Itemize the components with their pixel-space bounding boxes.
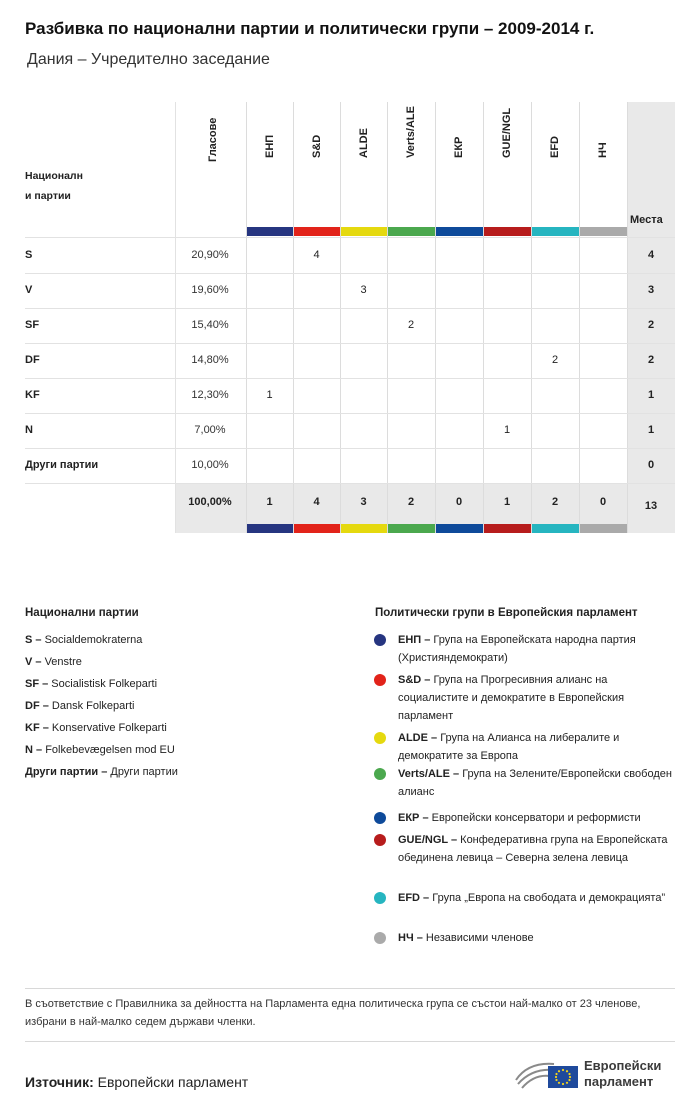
group-legend-name: Група на Зелените/Европейски свободен алианс [398,768,672,798]
group-color-bar-bottom [247,524,293,533]
group-legend-name: Група на Прогресивния алианс на социалистите и демократите в Европейския парламент [398,674,625,722]
party-legend-code: Други партии [25,766,99,778]
party-label: Други партии [25,459,99,471]
total-seat-cell: 0 [455,496,463,508]
seat-cell: 2 [407,319,415,331]
votes-cell: 14,80% [191,354,229,366]
seats-total-cell: 3 [647,284,655,296]
party-legend-item [25,741,175,759]
legend-dash: – [98,766,111,778]
party-legend-item [25,631,142,649]
group-legend-item [398,631,673,667]
group-color-dot [374,812,386,824]
total-seat-cell: 2 [407,496,415,508]
votes-cell: 19,60% [191,284,229,296]
column-divider [531,102,532,533]
parties-legend-heading: Национални партии [25,607,139,619]
row-divider [25,308,675,309]
group-color-dot [374,674,386,686]
party-legend-name: Venstre [44,656,82,668]
seats-column-header: Места [630,214,663,226]
seats-total-cell: 0 [647,459,655,471]
group-color-bar-bottom [294,524,340,533]
votes-cell: 12,30% [191,389,229,401]
total-votes: 100,00% [188,496,232,508]
group-color-bar [580,227,627,236]
group-color-bar-bottom [580,524,627,533]
party-label: S [25,249,33,261]
votes-cell: 20,90% [191,249,229,261]
party-legend-item [25,697,134,715]
column-divider [293,102,294,533]
legend-dash: – [32,634,45,646]
seat-cell: 1 [503,424,511,436]
total-seat-cell: 1 [266,496,273,508]
column-divider [579,102,580,533]
seats-total-cell: 2 [647,354,655,366]
legend-dash: – [32,656,45,668]
legend-dash: – [413,932,426,944]
source-value: Европейски парламент [97,1074,249,1090]
party-legend-code: S [25,634,33,646]
column-divider [387,102,388,533]
group-color-bar [388,227,435,236]
group-legend-name: Група на Европейската народна партия (Християндемократи) [398,634,636,664]
legend-dash: – [449,768,463,780]
group-color-bar [294,227,340,236]
party-legend-item [25,719,167,737]
group-legend-item [398,929,673,947]
seats-total-cell: 4 [647,249,655,261]
party-legend-code: V [25,656,33,668]
divider [25,1041,675,1042]
group-legend-name: Европейски консерватори и реформисти [431,812,641,824]
source [25,1074,248,1090]
party-legend-name: Dansk Folkeparti [51,700,135,712]
row-divider [25,237,675,238]
legend-dash: – [421,674,434,686]
party-legend-name: Folkebevægelsen mod EU [45,744,175,756]
group-legend-name: Конфедеративна група на Европейската обединена левица – Северна зелена левица [398,834,668,864]
row-divider [25,483,675,484]
group-legend-item [398,831,673,867]
group-legend-code: S&D [398,674,422,686]
party-label: DF [25,354,40,366]
group-color-bar-bottom [341,524,387,533]
legend-dash: – [421,634,434,646]
group-color-bar-bottom [436,524,483,533]
row-divider [25,273,675,274]
group-legend-item [398,889,673,907]
group-color-dot [374,892,386,904]
legend-dash: – [39,678,52,690]
group-color-bar-bottom [388,524,435,533]
group-color-bar [247,227,293,236]
party-legend-code: DF [25,700,40,712]
party-legend-name: Socialdemokraterna [44,634,143,646]
group-color-dot [374,768,386,780]
party-label: KF [25,389,40,401]
source-label: Източник: [25,1074,94,1090]
group-color-dot [374,932,386,944]
group-legend-code: ЕКР [398,812,420,824]
column-divider [246,102,247,533]
party-legend-item [25,763,178,781]
legend-dash: – [447,834,461,846]
ep-logo-line2: парламент [584,1074,654,1089]
party-legend-code: N [25,744,33,756]
group-color-bar [436,227,483,236]
group-legend-code: EFD [398,892,420,904]
party-column-header: Национални партии [25,170,83,202]
column-divider [483,102,484,533]
votes-cell: 7,00% [194,424,226,436]
votes-cell: 15,40% [191,319,229,331]
party-legend-name: Socialistisk Folkeparti [51,678,158,690]
group-legend-name: Група „Европа на свободата и демокрацията” [432,892,666,904]
party-legend-item [25,675,157,693]
votes-cell: 10,00% [191,459,229,471]
total-seat-cell: 0 [599,496,607,508]
group-color-bar-bottom [484,524,531,533]
party-legend-code: SF [25,678,40,690]
group-color-dot [374,834,386,846]
groups-legend-heading: Политически групи в Европейския парламент [375,607,638,619]
legend-dash: – [419,812,432,824]
ep-logo-text [584,1058,661,1090]
legend-dash: – [427,732,441,744]
group-legend-code: ALDE [398,732,428,744]
row-divider [25,448,675,449]
legend-dash: – [39,722,52,734]
legend-dash: – [420,892,433,904]
parliament-building-icon [514,1058,580,1090]
group-legend-item [398,729,673,765]
group-legend-name: Група на Алианса на либералите и демократите за Европа [398,732,620,762]
legend-dash: – [32,744,46,756]
group-color-bar-bottom [532,524,579,533]
ep-logo [514,1058,580,1090]
total-seat-cell: 1 [503,496,511,508]
group-legend-code: GUE/NGL [398,834,448,846]
group-legend-name: Независими членове [425,932,534,944]
seats-total-cell: 1 [647,389,655,401]
group-color-dot [374,732,386,744]
seats-total-cell: 1 [647,424,655,436]
group-legend-code: ЕНП [398,634,422,646]
party-label: N [25,424,33,436]
legend-dash: – [39,700,52,712]
group-color-bar [532,227,579,236]
group-legend-item [398,671,673,725]
group-color-bar [484,227,531,236]
row-divider [25,413,675,414]
group-legend-code: Verts/ALE [398,768,450,780]
divider [25,988,675,989]
group-legend-code: НЧ [398,932,414,944]
party-label: V [25,284,33,296]
ep-logo-line1: Европейски [584,1058,662,1073]
seat-cell: 1 [266,389,273,401]
group-legend-item [398,809,673,827]
seat-cell: 3 [360,284,367,296]
page-title: Разбивка по национални партии и политически групи – 2009-2014 г. [25,19,595,38]
total-seat-cell: 4 [313,496,320,508]
party-legend-item [25,653,82,671]
row-divider [25,378,675,379]
group-color-dot [374,634,386,646]
group-legend-item [398,765,673,801]
column-divider [340,102,341,533]
column-divider [435,102,436,533]
party-legend-code: KF [25,722,40,734]
total-seat-cell: 3 [360,496,367,508]
seat-cell: 2 [551,354,559,366]
grand-total-seats: 13 [644,500,658,512]
total-seat-cell: 2 [551,496,559,508]
party-legend-name: Konservative Folkeparti [51,722,167,734]
footnote: В съответствие с Правилника за дейността на Парламента една политическа група се състои най-малко от 23 членове, избрани в най-малко седем държави членки. [25,998,641,1028]
page-subtitle: Дания – Учредително заседание [27,51,270,68]
party-legend-name: Други партии [110,766,178,778]
seat-cell: 4 [313,249,320,261]
row-divider [25,343,675,344]
group-color-bar [341,227,387,236]
party-label: SF [25,319,40,331]
seats-total-cell: 2 [647,319,655,331]
